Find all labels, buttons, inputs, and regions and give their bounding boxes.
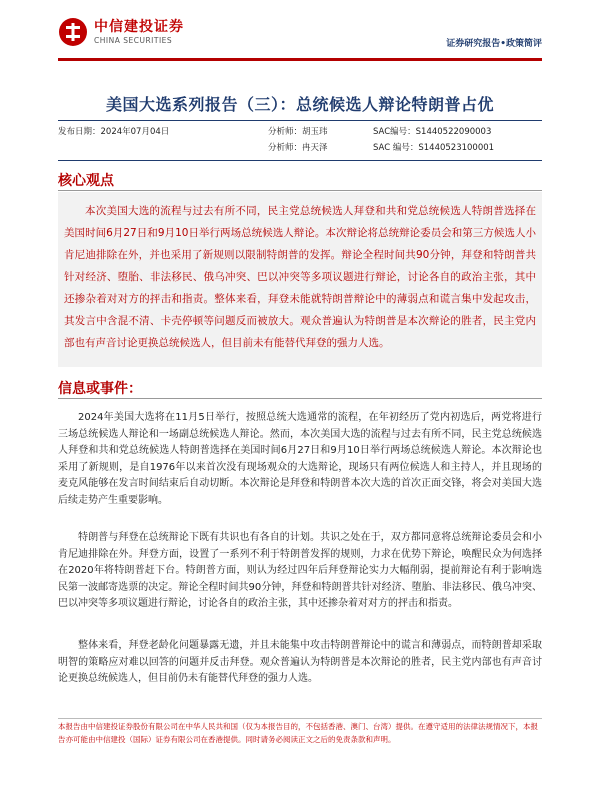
event-paragraph: 2024年美国大选将在11月5日举行，按照总统大选通常的流程，在年初经历了党内初选后，两党将进行三场总统候选人辩论和一场副总统候选人辩论。然而，本次美国大选的流程与过去有所不同，民主党总统候选人拜登和共和党总统候选人特朗普选择在美国时间6月27日和9月10日举行两场总统候选人辩论。本次辩论也采用了新规则，是自1976年以来首次没有现场观众的大选辩论，现场只有两位候选人和主持人，并且现场的麦克风能够在发言时间结束后自动切断。本次辩论是拜登和特朗普本次大选的首次正面交锋，将会对美国大选后续走势产生重要影响。 xyxy=(58,412,542,506)
core-heading-divider xyxy=(58,190,542,191)
core-views-text: 本次美国大选的流程与过去有所不同，民主党总统候选人拜登和共和党总统候选人特朗普选择在美国时间6月27日和9月10日举行两场总统候选人辩论。本次辩论将总统辩论委员会和第三方候选人小肯尼迪排除在外，并也采用了新规则以限制特朗普的发挥。辩论全程时间共90分钟，拜登和特朗普共针对经济、堕胎、非法移民、俄乌冲突、巴以冲突等多项议题进行辩论，讨论各自的政治主张，其中还掺杂着对对方的抨击和指责。整体来看，拜登未能就特朗普辩论中的薄弱点和谎言集中发起攻击，其发言中含混不清、卡壳停顿等问题反而被放大。观众普遍认为特朗普是本次辩论的胜者，民主党内部也有声音讨论更换总统候选人，但目前未有能替代拜登的强力人选。 xyxy=(64,205,536,349)
publish-date: 发布日期：2024年07月04日 xyxy=(58,127,170,137)
footer-divider xyxy=(58,718,542,719)
report-meta xyxy=(58,124,542,156)
meta-divider xyxy=(58,160,542,161)
core-views-heading: 核心观点 xyxy=(58,173,114,189)
report-title: 美国大选系列报告（三）：总统候选人辩论特朗普占优 xyxy=(105,95,494,114)
company-logo xyxy=(58,14,188,50)
logo-name-cn: 中信建投证券 xyxy=(94,18,184,35)
analyst-sac: SAC 编号：S1440523100001 xyxy=(373,143,495,153)
event-heading-divider xyxy=(58,398,542,399)
disclaimer-text: 本报告由中信建投证券股份有限公司在中华人民共和国（仅为本报告目的，不包括香港、澳门、台湾）提供。在遵守适用的法律法规情况下，本报告亦可能由中信建投（国际）证券有限公司在香港提供。同时请务必阅读正文之后的免责条款和声明。 xyxy=(58,722,538,744)
event-heading: 信息或事件： xyxy=(58,381,142,397)
header-divider xyxy=(58,58,542,61)
logo-name-en: CHINA SECURITIES xyxy=(94,35,173,45)
report-type-label: 证券研究报告•政策简评 xyxy=(446,39,542,49)
analyst-sac: SAC编号：S1440522090003 xyxy=(373,127,492,137)
event-paragraph: 整体来看，拜登老龄化问题暴露无遗，并且未能集中攻击特朗普辩论中的谎言和薄弱点，而特朗普却采取明智的策略应对难以回答的问题并反击拜登。观众普遍认为特朗普是本次辩论的胜者，民主党内部也有声音讨论更换总统候选人，但目前仍未有能替代拜登的强力人选。 xyxy=(58,640,542,684)
analyst-name: 分析师：胡玉玮 xyxy=(268,127,328,137)
page-header xyxy=(0,0,600,60)
title-divider xyxy=(58,120,542,121)
analyst-name: 分析师：冉天泽 xyxy=(268,143,328,153)
logo-mark-icon xyxy=(58,17,88,47)
event-paragraph: 特朗普与拜登在总统辩论下既有共识也有各自的计划。共识之处在于，双方都同意将总统辩论委员会和小肯尼迪排除在外。拜登方面，设置了一系列不利于特朗普发挥的规则，力求在优势下辩论，唤醒民众为何选择在2020年将特朗普赶下台。特朗普方面，则认为经过四年后拜登辩论实力大幅削弱，提前辩论有利于影响选民第一波邮寄选票的决定。辩论全程时间共90分钟，拜登和特朗普共针对经济、堕胎、非法移民、俄乌冲突、巴以冲突等多项议题进行辩论，讨论各自的政治主张，其中还掺杂着对对方的抨击和指责。 xyxy=(58,532,542,609)
